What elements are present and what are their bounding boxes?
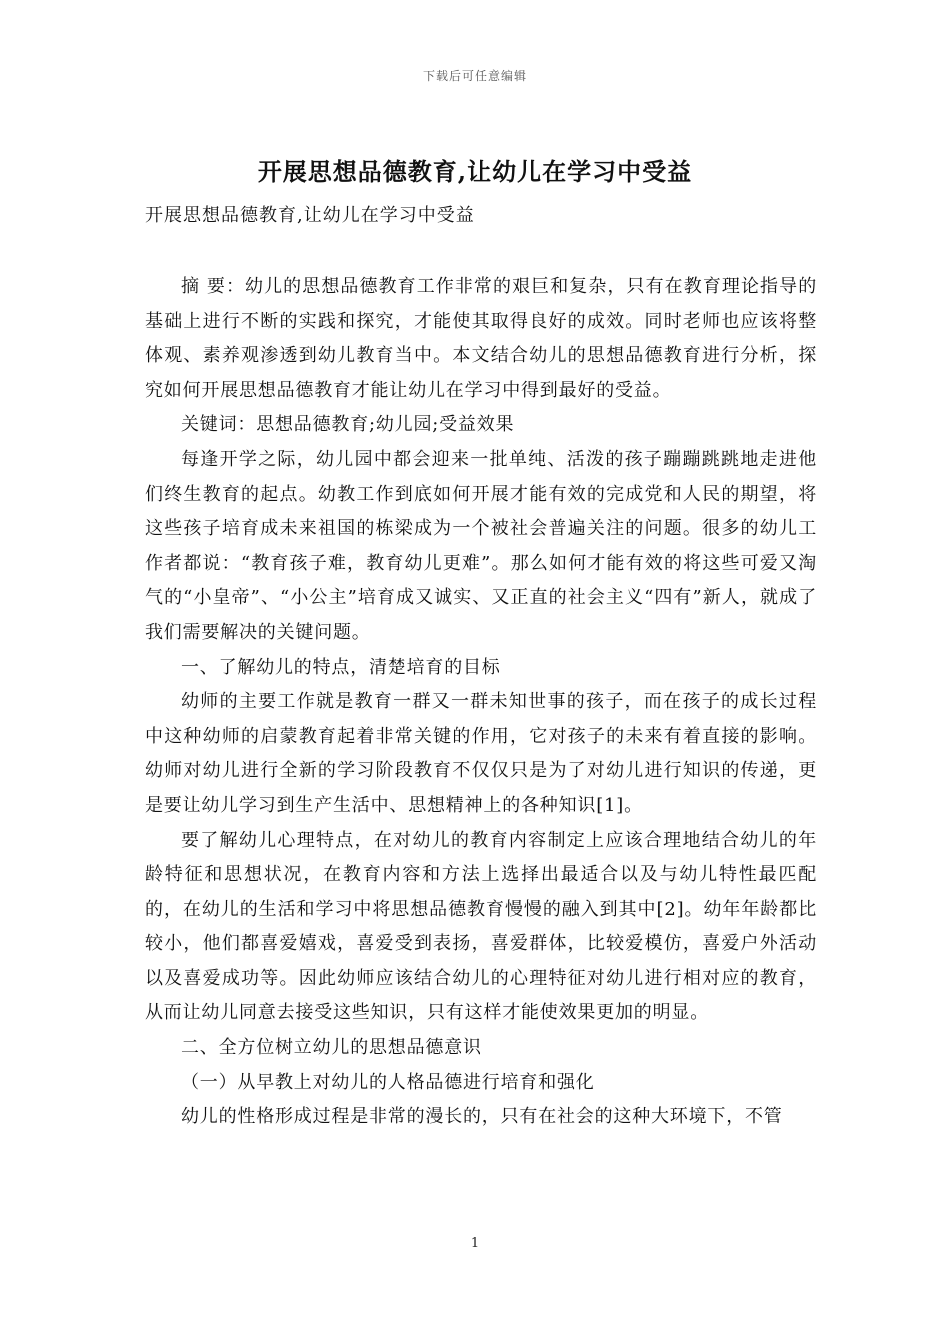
body-paragraph: 幼师的主要工作就是教育一群又一群未知世事的孩子，而在孩子的成长过程中这种幼师的启蒙教育起着非常关键的作用，它对孩子的未来有着直接的影响。幼师对幼儿进行全新的学习阶段教育不仅仅只是为了对幼儿进行知识的传递，更是要让幼儿学习到生产生活中、思想精神上的各种知识[1]。 xyxy=(145,691,817,816)
subsection-heading-1: （一）从早教上对幼儿的人格品德进行培育和强化 xyxy=(181,1071,595,1093)
page-number: 1 xyxy=(470,1236,480,1251)
keywords-paragraph: 关键词：思想品德教育;幼儿园;受益效果 xyxy=(181,414,515,436)
document-subtitle: 开展思想品德教育,让幼儿在学习中受益 xyxy=(145,205,475,226)
section-heading-2: 二、全方位树立幼儿的思想品德意识 xyxy=(181,1037,482,1059)
intro-paragraph: 每逢开学之际，幼儿园中都会迎来一批单纯、活泼的孩子蹦蹦跳跳地走进他们终生教育的起点。幼教工作到底如何开展才能有效的完成党和人民的期望，将这些孩子培育成未来祖国的栋梁成为一个被社会普遍关注的问题。很多的幼儿工作者都说：“教育孩子难，教育幼儿更难”。那么如何才能有效的将这些可爱又淘气的“小皇帝”、“小公主”培育成又诚实、又正直的社会主义“四有”新人，就成了我们需要解决的关键问题。 xyxy=(145,448,817,643)
abstract-paragraph: 摘 要：幼儿的思想品德教育工作非常的艰巨和复杂，只有在教育理论指导的基础上进行不断的实践和探究，才能使其取得良好的成效。同时老师也应该将整体观、素养观渗透到幼儿教育当中。本文结合幼儿的思想品德教育进行分析，探究如何开展思想品德教育才能让幼儿在学习中得到最好的受益。 xyxy=(145,276,817,401)
body-paragraph: 要了解幼儿心理特点，在对幼儿的教育内容制定上应该合理地结合幼儿的年龄特征和思想状况，在教育内容和方法上选择出最适合以及与幼儿特性最匹配的，在幼儿的生活和学习中将思想品德教育慢慢的融入到其中[2]。幼年年龄都比较小，他们都喜爱嬉戏，喜爱受到表扬，喜爱群体，比较爱模仿，喜爱户外活动以及喜爱成功等。因此幼师应该结合幼儿的心理特征对幼儿进行相对应的教育，从而让幼儿同意去接受这些知识，只有这样才能使效果更加的明显。 xyxy=(145,829,817,1024)
section-heading-1: 一、了解幼儿的特点，清楚培育的目标 xyxy=(181,656,501,678)
document-title: 开展思想品德教育,让幼儿在学习中受益 xyxy=(257,157,693,186)
body-paragraph: 幼儿的性格形成过程是非常的漫长的，只有在社会的这种大环境下，不管 xyxy=(181,1106,783,1128)
header-note: 下载后可任意编辑 xyxy=(422,69,527,83)
document-body xyxy=(145,270,817,1135)
